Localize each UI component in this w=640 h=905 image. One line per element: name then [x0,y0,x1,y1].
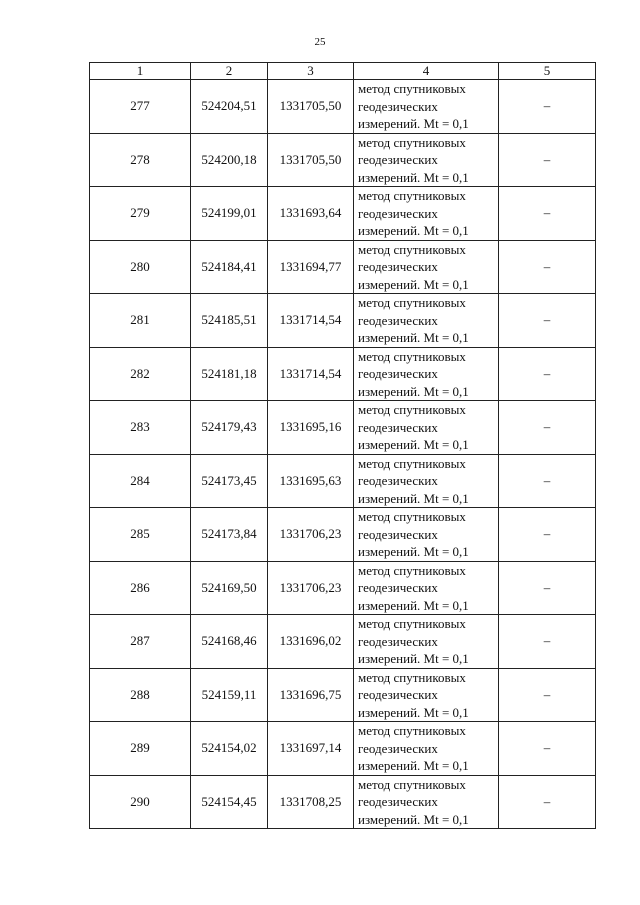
method-line: измерений. Mt = 0,1 [358,544,469,559]
table-row [90,187,596,241]
method-line: геодезических [358,687,438,702]
y-coordinate-cell: 1331696,75 [268,668,354,722]
table-row [90,508,596,562]
x-coordinate-cell: 524200,18 [191,133,268,187]
x-coordinate-cell: 524181,18 [191,347,268,401]
method-line: измерений. Mt = 0,1 [358,597,469,613]
method-line: измерений. Mt = 0,1 [358,758,469,773]
point-number-cell: 279 [90,187,191,241]
point-number-cell: 285 [90,508,191,562]
method-cell [354,561,499,615]
y-coordinate-cell: 1331705,50 [268,80,354,134]
column-5-cell: – [499,454,596,508]
method-cell [354,133,499,187]
method-line: измерений. Mt = 0,1 [358,330,469,345]
column-5-cell: – [499,80,596,134]
x-coordinate-cell: 524179,43 [191,401,268,455]
method-cell [354,454,499,508]
method-line: измерений. Mt = 0,1 [358,437,469,452]
header-col-1: 1 [90,63,191,80]
table-header-row [90,63,596,80]
method-line: измерений. Mt = 0,1 [358,116,469,131]
y-coordinate-cell: 1331697,14 [268,722,354,776]
column-5-cell: – [499,561,596,615]
method-line: геодезических [358,526,438,542]
table-row [90,240,596,294]
header-col-5: 5 [499,63,596,80]
table-row [90,615,596,669]
point-number-cell: 283 [90,401,191,455]
method-line: измерений. Mt = 0,1 [358,223,469,238]
header-col-2: 2 [191,63,268,80]
method-line: геодезических [358,152,438,167]
table-row [90,294,596,348]
y-coordinate-cell: 1331708,25 [268,775,354,829]
method-line: геодезических [358,205,438,221]
x-coordinate-cell: 524184,41 [191,240,268,294]
method-line: метод спутниковых [358,348,466,364]
column-5-cell: – [499,240,596,294]
y-coordinate-cell: 1331693,64 [268,187,354,241]
x-coordinate-cell: 524185,51 [191,294,268,348]
column-5-cell: – [499,615,596,669]
method-line: геодезических [358,419,438,435]
method-line: измерений. Mt = 0,1 [358,651,469,666]
x-coordinate-cell: 524204,51 [191,80,268,134]
y-coordinate-cell: 1331714,54 [268,347,354,401]
x-coordinate-cell: 524168,46 [191,615,268,669]
table-body [90,80,596,829]
method-line: метод спутниковых [358,134,466,150]
method-cell [354,615,499,669]
method-cell [354,240,499,294]
method-line: измерений. Mt = 0,1 [358,490,469,506]
method-line: измерений. Mt = 0,1 [358,276,469,292]
header-col-3: 3 [268,63,354,80]
table-row [90,454,596,508]
x-coordinate-cell: 524154,45 [191,775,268,829]
y-coordinate-cell: 1331706,23 [268,561,354,615]
method-line: метод спутниковых [358,81,466,96]
method-cell [354,508,499,562]
method-line: геодезических [358,366,438,381]
table-row [90,722,596,776]
x-coordinate-cell: 524154,02 [191,722,268,776]
point-number-cell: 277 [90,80,191,134]
coordinates-table [89,62,596,829]
point-number-cell: 281 [90,294,191,348]
column-5-cell: – [499,133,596,187]
method-line: метод спутниковых [358,295,466,310]
method-line: геодезических [358,259,438,274]
x-coordinate-cell: 524169,50 [191,561,268,615]
point-number-cell: 287 [90,615,191,669]
x-coordinate-cell: 524173,45 [191,454,268,508]
method-line: измерений. Mt = 0,1 [358,169,469,185]
method-cell [354,294,499,348]
y-coordinate-cell: 1331706,23 [268,508,354,562]
table-row [90,80,596,134]
x-coordinate-cell: 524199,01 [191,187,268,241]
table-row [90,347,596,401]
column-5-cell: – [499,401,596,455]
page-number: 25 [314,36,326,48]
method-line: метод спутниковых [358,509,466,524]
method-cell [354,347,499,401]
table-row [90,668,596,722]
table-row [90,775,596,829]
point-number-cell: 280 [90,240,191,294]
method-line: метод спутниковых [358,562,466,578]
column-5-cell: – [499,775,596,829]
y-coordinate-cell: 1331695,16 [268,401,354,455]
method-cell [354,668,499,722]
method-line: метод спутниковых [358,241,466,257]
method-line: измерений. Mt = 0,1 [358,811,469,827]
method-cell [354,775,499,829]
method-cell [354,722,499,776]
point-number-cell: 290 [90,775,191,829]
y-coordinate-cell: 1331705,50 [268,133,354,187]
method-line: геодезических [358,98,438,114]
method-line: измерений. Mt = 0,1 [358,383,469,399]
method-line: метод спутниковых [358,723,466,738]
method-line: геодезических [358,580,438,595]
column-5-cell: – [499,347,596,401]
method-line: метод спутниковых [358,402,466,417]
column-5-cell: – [499,508,596,562]
method-cell [354,187,499,241]
method-line: геодезических [358,794,438,809]
x-coordinate-cell: 524173,84 [191,508,268,562]
x-coordinate-cell: 524159,11 [191,668,268,722]
y-coordinate-cell: 1331714,54 [268,294,354,348]
method-cell [354,80,499,134]
method-line: метод спутниковых [358,669,466,685]
point-number-cell: 278 [90,133,191,187]
header-col-4: 4 [354,63,499,80]
y-coordinate-cell: 1331695,63 [268,454,354,508]
method-cell [354,401,499,455]
method-line: измерений. Mt = 0,1 [358,704,469,720]
point-number-cell: 288 [90,668,191,722]
method-line: метод спутниковых [358,188,466,203]
column-5-cell: – [499,668,596,722]
method-line: геодезических [358,473,438,488]
table-row [90,561,596,615]
y-coordinate-cell: 1331696,02 [268,615,354,669]
point-number-cell: 286 [90,561,191,615]
table-row [90,401,596,455]
method-line: геодезических [358,740,438,756]
point-number-cell: 284 [90,454,191,508]
column-5-cell: – [499,722,596,776]
point-number-cell: 282 [90,347,191,401]
table-row [90,133,596,187]
column-5-cell: – [499,294,596,348]
point-number-cell: 289 [90,722,191,776]
method-line: геодезических [358,312,438,328]
column-5-cell: – [499,187,596,241]
method-line: метод спутниковых [358,616,466,631]
y-coordinate-cell: 1331694,77 [268,240,354,294]
method-line: геодезических [358,633,438,649]
method-line: метод спутниковых [358,776,466,792]
method-line: метод спутниковых [358,455,466,471]
